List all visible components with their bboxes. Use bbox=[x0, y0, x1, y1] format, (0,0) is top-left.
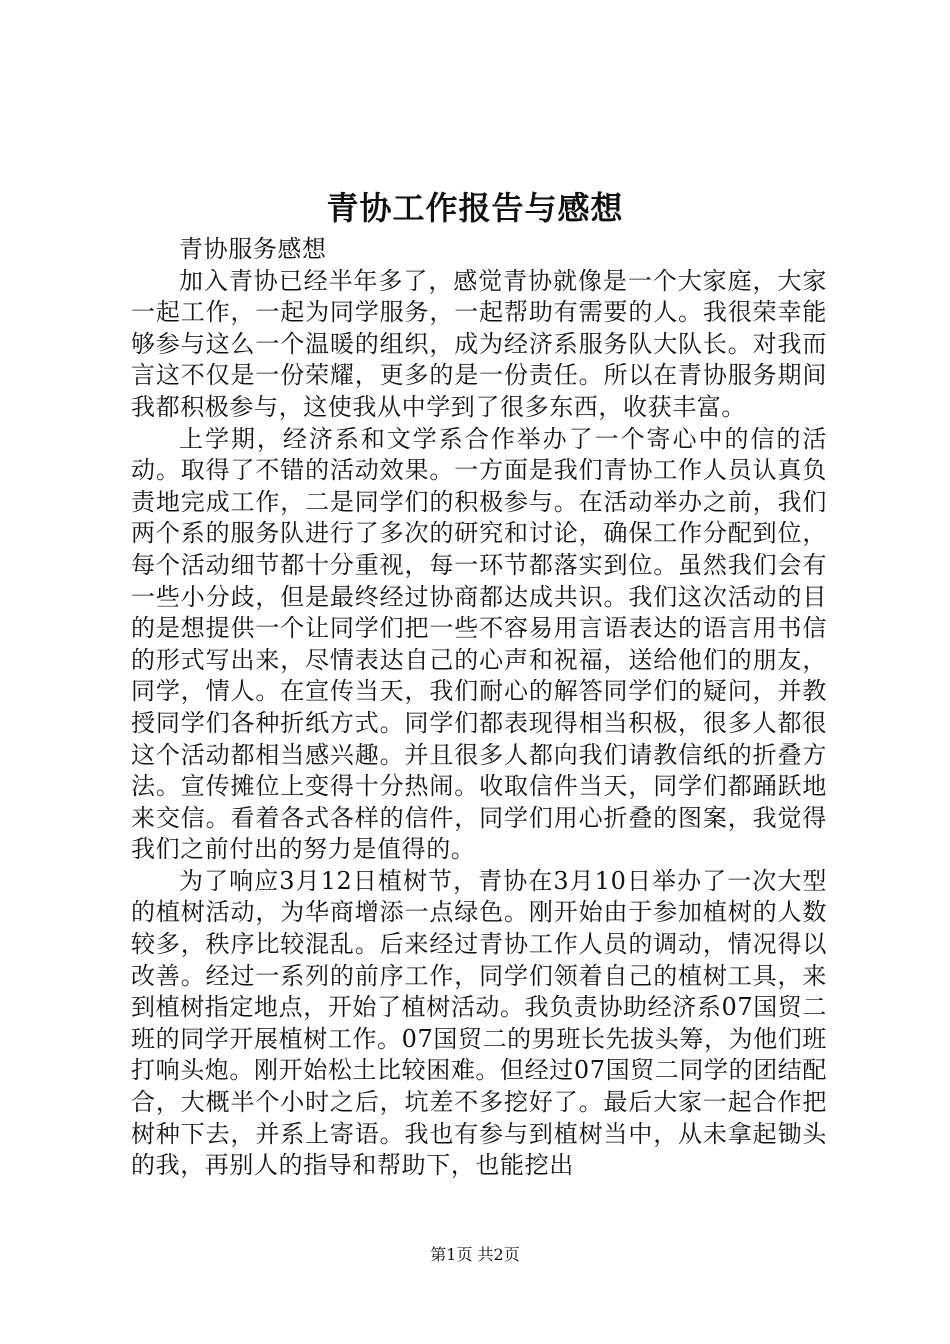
document-body bbox=[131, 234, 827, 1182]
page-footer: 第1页 共2页 bbox=[430, 1245, 520, 1264]
paragraph-3: 为了响应3月12日植树节，青协在3月10日举办了一次大型的植树活动，为华商增添一点绿色。刚开始由于参加植树的人数较多，秩序比较混乱。后来经过青协工作人员的调动，情况得以改善。经过一系列的前序工作，同学们领着自己的植树工具，来到植树指定地点，开始了植树活动。我负责协助经济系07国贸二班的同学开展植树工作。07国贸二的男班长先拔头筹，为他们班打响头炮。刚开始松土比较困难。但经过07国贸二同学的团结配合，大概半个小时之后，坑差不多挖好了。最后大家一起合作把树种下去，并系上寄语。我也有参与到植树当中，从未拿起锄头的我，再别人的指导和帮助下，也能挖出 bbox=[131, 866, 827, 1180]
paragraph-2: 上学期，经济系和文学系合作举办了一个寄心中的信的活动。取得了不错的活动效果。一方面是我们青协工作人员认真负责地完成工作，二是同学们的积极参与。在活动举办之前，我们两个系的服务队进行了多次的研究和讨论，确保工作分配到位，每个活动细节都十分重视，每一环节都落实到位。虽然我们会有一些小分歧，但是最终经过协商都达成共识。我们这次活动的目的是想提供一个让同学们把一些不容易用言语表达的语言用书信的形式写出来，尽情表达自己的心声和祝福，送给他们的朋友，同学，情人。在宣传当天，我们耐心的解答同学们的疑问，并教授同学们各种折纸方式。同学们都表现得相当积极，很多人都很这个活动都相当感兴趣。并且很多人都向我们请教信纸的折叠方法。宣传摊位上变得十分热闹。收取信件当天，同学们都踊跃地来交信。看着各式各样的信件，同学们用心折叠的图案，我觉得我们之前付出的努力是值得的。 bbox=[131, 424, 827, 864]
section-heading: 青协服务感想 bbox=[179, 235, 327, 263]
paragraph-1: 加入青协已经半年多了，感觉青协就像是一个大家庭，大家一起工作，一起为同学服务，一起帮助有需要的人。我很荣幸能够参与这么一个温暖的组织，成为经济系服务队大队长。对我而言这不仅是一份荣耀，更多的是一份责任。所以在青协服务期间我都积极参与，这使我从中学到了很多东西，收获丰富。 bbox=[131, 266, 827, 421]
document-title: 青协工作报告与感想 bbox=[326, 189, 624, 227]
